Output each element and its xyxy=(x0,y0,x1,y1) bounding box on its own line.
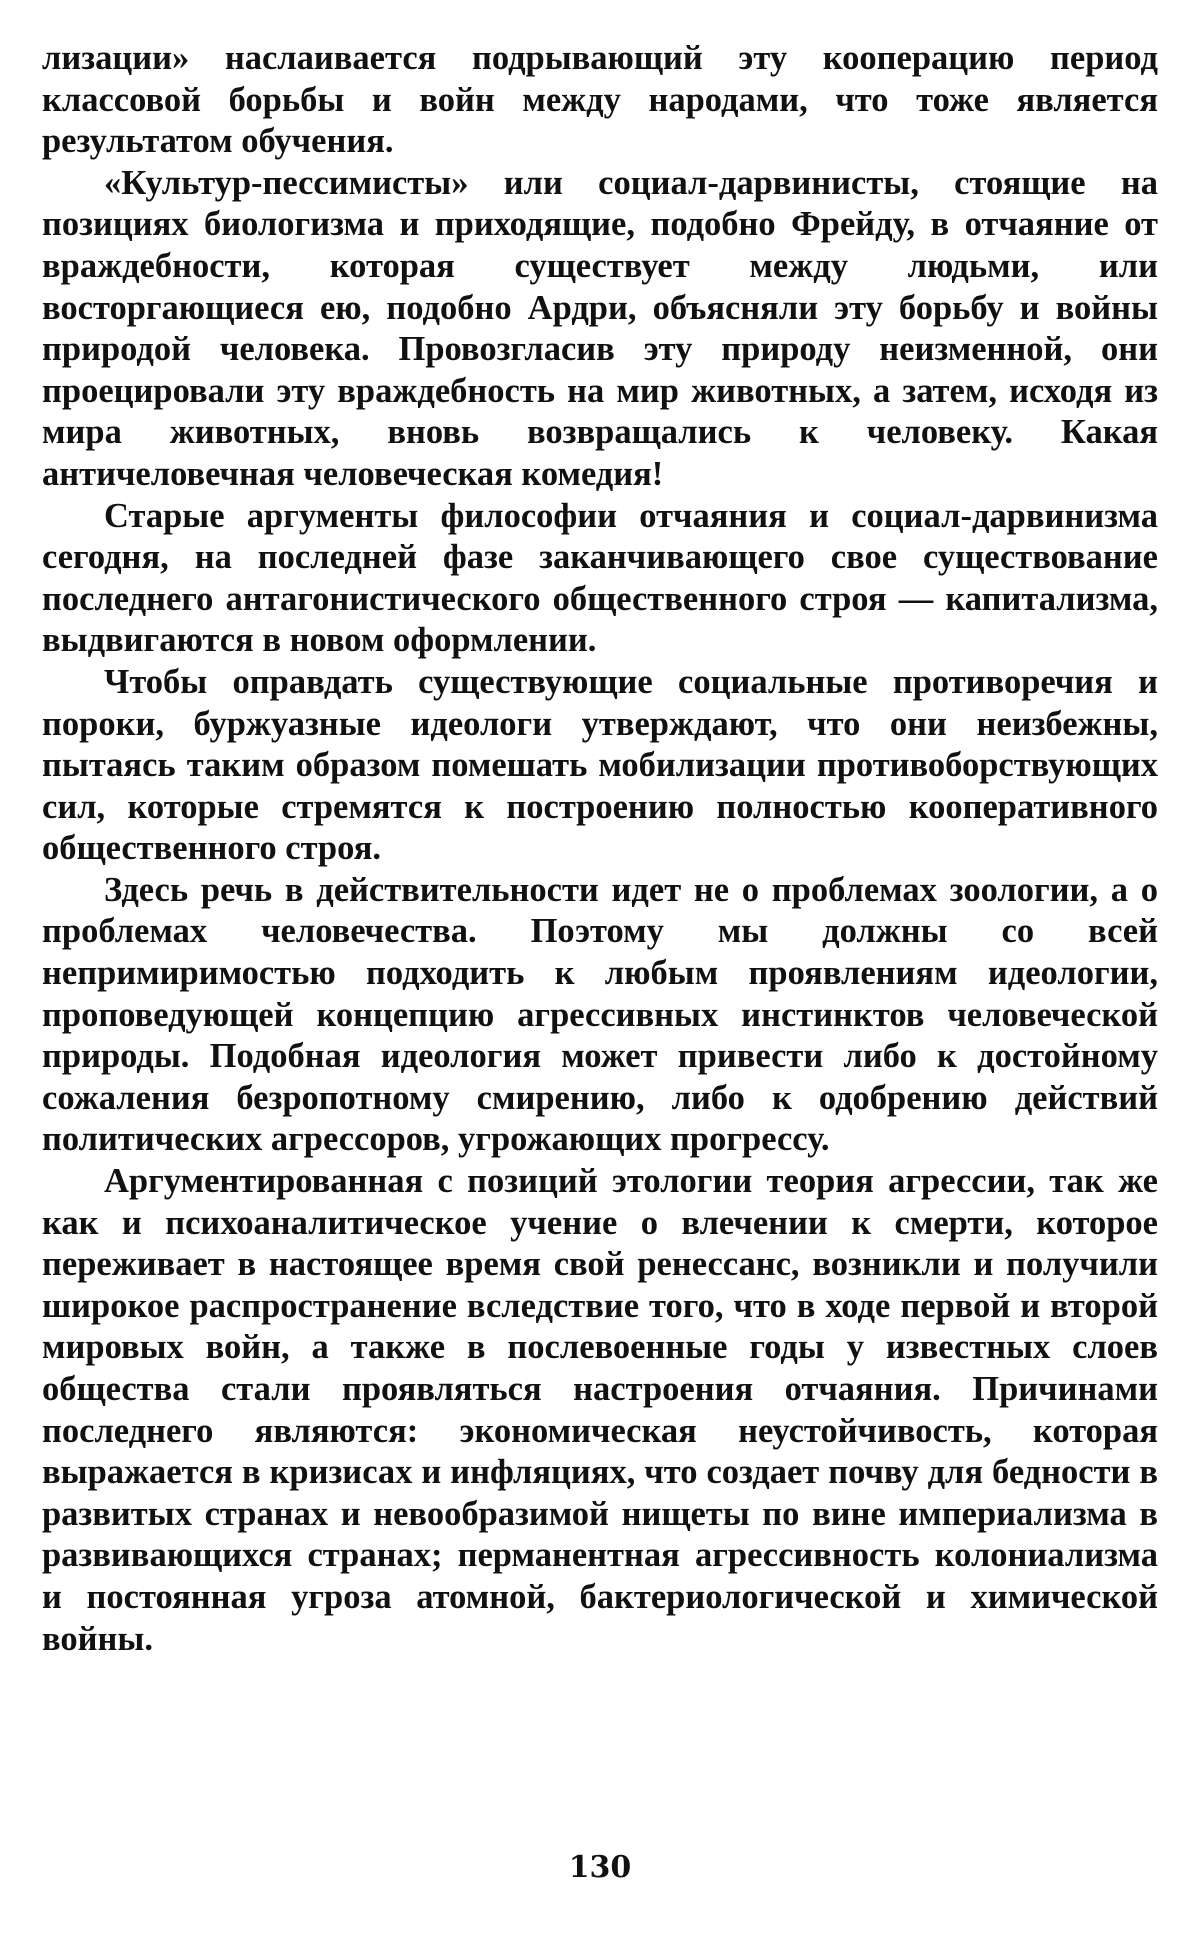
paragraph: Старые аргументы философии отчаяния и социал-дарвинизма сегодня, на последней фазе заканчивающего свое существование последнего антагонистического общественного строя — капитализма, выдвигаются в новом оформлении. xyxy=(42,496,1158,660)
paragraph: Чтобы оправдать существующие социальные противоречия и пороки, буржуазные идеологи утверждают, что они неизбежны, пытаясь таким образом помешать мобилизации противоборствующих сил, которые стремятся к построению полностью кооперативного общественного строя. xyxy=(42,662,1158,868)
page-number: 130 xyxy=(568,1850,632,1885)
paragraph: «Культур-пессимисты» или социал-дарвинисты, стоящие на позициях биологизма и приходящие, подобно Фрейду, в отчаяние от враждебности, которая существует между людьми, или восторгающиеся ею, подобно Ардри, объясняли эту борьбу и войны природой человека. Провозгласив эту природу неизменной, они проецировали эту враждебность на мир животных, а затем, исходя из мира животных, вновь возвращались к человеку. Какая античеловечная человеческая комедия! xyxy=(42,163,1158,493)
page-body xyxy=(42,38,1158,1660)
paragraph: Здесь речь в действительности идет не о проблемах зоологии, а о проблемах человечества. Поэтому мы должны со всей непримиримостью подходить к любым проявлениям идеологии, проповедующей концепцию агрессивных инстинктов человеческой природы. Подобная идеология может привести либо к достойному сожаления безропотному смирению, либо к одобрению действий политических агрессоров, угрожающих прогрессу. xyxy=(42,870,1158,1159)
paragraph: Аргументированная с позиций этологии теория агрессии, так же как и психоаналитическое учение о влечении к смерти, которое переживает в настоящее время свой ренессанс, возникли и получили широкое распространение вследствие того, что в ходе первой и второй мировых войн, а также в послевоенные годы у известных слоев общества стали проявляться настроения отчаяния. Причинами последнего являются: экономическая неустойчивость, которая выражается в кризисах и инфляциях, что создает почву для бедности в развитых странах и невообразимой нищеты по вине империализма в развивающихся странах; перманентная агрессивность колониализма и постоянная угроза атомной, бактериологической и химической войны. xyxy=(42,1162,1158,1658)
paragraph-continuation: лизации» наслаивается подрывающий эту кооперацию период классовой борьбы и войн между народами, что тоже является результатом обучения. xyxy=(42,39,1158,161)
